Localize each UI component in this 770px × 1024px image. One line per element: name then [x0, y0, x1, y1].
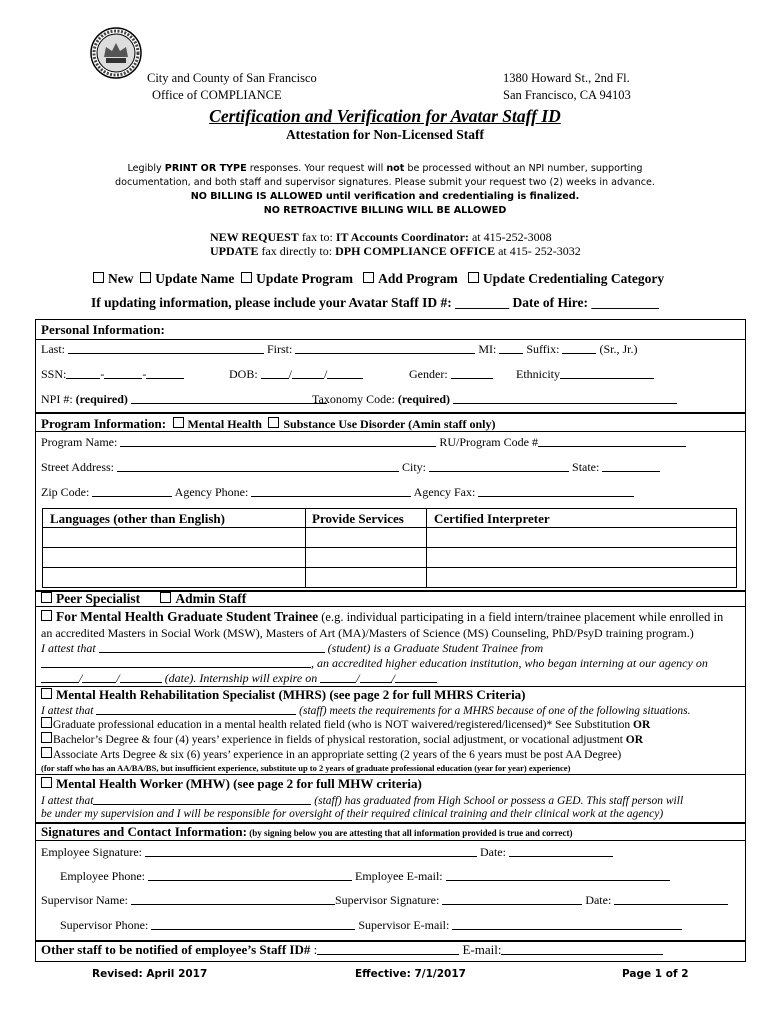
- col-languages: Languages (other than English): [50, 511, 225, 526]
- supervisor-signature-field[interactable]: [442, 893, 582, 905]
- trainee-attest-1: I attest that (student) is a Graduate Student Trainee from: [41, 641, 544, 655]
- footer-revised: Revised: April 2017: [92, 968, 208, 980]
- roles-row: [41, 591, 246, 607]
- request-update-program-checkbox[interactable]: Update Program: [241, 271, 353, 286]
- other-staff-row: Other staff to be notified of employee’s Staff ID# : E-mail:: [41, 942, 663, 958]
- request-update-name-checkbox[interactable]: Update Name: [140, 271, 234, 286]
- last-name-field[interactable]: [68, 342, 264, 354]
- mhrs-opt2-checkbox[interactable]: [41, 734, 53, 746]
- instructions-line-2: documentation, and both staff and supervisor signatures. Please submit your request two (2) weeks in advance.: [115, 177, 655, 188]
- mhrs-opt1-checkbox[interactable]: [41, 719, 53, 731]
- mhrs-checkbox[interactable]: [41, 687, 56, 702]
- employee-email-field[interactable]: [446, 869, 670, 881]
- mhrs-note: (for staff who has an AA/BA/BS, but insufficient experience, substitute up to 2 years of graduate professional education (year for year) experience): [41, 763, 571, 773]
- other-staff-email-field[interactable]: [501, 943, 663, 955]
- program-name-field[interactable]: [120, 435, 436, 447]
- ssn-part2-field[interactable]: [104, 367, 142, 379]
- start-day-field[interactable]: [82, 671, 116, 683]
- mhw-heading: Mental Health Worker (MHW) (see page 2 for full MHW criteria): [41, 776, 422, 792]
- instructions-line-4: NO RETROACTIVE BILLING WILL BE ALLOWED: [263, 205, 507, 216]
- employee-date-field[interactable]: [509, 845, 613, 857]
- mi-field[interactable]: [499, 342, 523, 354]
- expire-year-field[interactable]: [395, 671, 437, 683]
- mhrs-staff-field[interactable]: [96, 703, 296, 715]
- street-row: Street Address: City: State:: [41, 460, 660, 475]
- dob-row: DOB: / /: [229, 367, 363, 382]
- expire-day-field[interactable]: [360, 671, 392, 683]
- supervisor-date-field[interactable]: [614, 893, 728, 905]
- supervisor-name-field[interactable]: [131, 893, 335, 905]
- npi-row: NPI #: (required): [41, 392, 327, 407]
- trainee-attest-3: / / (date). Internship will expire on / /: [41, 671, 437, 686]
- language-cell[interactable]: [43, 528, 304, 546]
- ethnicity-row: Ethnicity: [516, 367, 654, 382]
- org-name: City and County of San Francisco: [147, 71, 317, 85]
- instructions-line-3: NO BILLING IS ALLOWED until verification and credentialing is finalized.: [190, 191, 580, 202]
- mhw-staff-field[interactable]: [93, 793, 311, 805]
- mhrs-option-3: Associate Arts Degree & six (6) years’ experience in an appropriate setting (2 years of the 6 years must be post AA Degree): [41, 747, 621, 761]
- mhw-attest-1: I attest that (staff) has graduated from High School or possess a GED. This staff person will: [41, 795, 684, 807]
- supervisor-phone-field[interactable]: [151, 918, 355, 930]
- footer-page-number: Page 1 of 2: [622, 968, 689, 980]
- personal-info-heading: Personal Information:: [41, 322, 165, 337]
- mhrs-opt3-checkbox[interactable]: [41, 749, 53, 761]
- mental-health-checkbox[interactable]: Mental Health: [173, 417, 262, 431]
- agency-fax-field[interactable]: [478, 485, 634, 497]
- trainee-heading-row: For Mental Health Graduate Student Trainee (e.g. individual participating in a field intern/trainee placement while enrolled in: [41, 609, 723, 625]
- mhrs-heading: Mental Health Rehabilitation Specialist (MHRS) (see page 2 for full MHRS Criteria): [41, 687, 526, 703]
- ssn-part1-field[interactable]: [66, 367, 100, 379]
- zip-field[interactable]: [92, 485, 172, 497]
- zip-row: Zip Code: Agency Phone: Agency Fax:: [41, 485, 634, 500]
- student-name-field[interactable]: [99, 641, 325, 653]
- gender-row: Gender:: [409, 367, 493, 382]
- dob-year-field[interactable]: [327, 367, 363, 379]
- start-year-field[interactable]: [120, 671, 162, 683]
- request-add-program-checkbox[interactable]: Add Program: [363, 271, 458, 286]
- ssn-part3-field[interactable]: [146, 367, 184, 379]
- start-month-field[interactable]: [41, 671, 79, 683]
- suffix-field[interactable]: [562, 342, 596, 354]
- instructions-line-1: Legibly PRINT OR TYPE responses. Your request will not be processed without an NPI number, supporting: [127, 163, 643, 174]
- trainee-attest-2: , an accredited higher education institution, who began interning at our agency on: [41, 656, 708, 671]
- col-certified-interpreter: Certified Interpreter: [434, 511, 550, 526]
- mhrs-attest: I attest that (staff) meets the requirements for a MHRS because of one of the following situations.: [41, 705, 691, 717]
- page-subtitle: Attestation for Non-Licensed Staff: [285, 127, 485, 142]
- page-title: Certification and Verification for Avatar Staff ID: [209, 106, 561, 126]
- dob-month-field[interactable]: [261, 367, 289, 379]
- substance-use-checkbox[interactable]: Substance Use Disorder (Amin staff only): [268, 417, 495, 431]
- peer-specialist-checkbox[interactable]: Peer Specialist: [41, 591, 140, 606]
- trainee-checkbox[interactable]: [41, 610, 56, 624]
- language-cell[interactable]: [43, 548, 304, 566]
- employee-signature-row: Employee Signature: Date:: [41, 845, 613, 860]
- npi-field[interactable]: [131, 392, 327, 404]
- address-line-2: San Francisco, CA 94103: [503, 88, 631, 102]
- supervisor-contact-row: Supervisor Phone: Supervisor E-mail:: [60, 918, 682, 933]
- request-new-checkbox[interactable]: New: [93, 271, 134, 286]
- employee-contact-row: Employee Phone: Employee E-mail:: [60, 869, 670, 884]
- program-info-heading: Program Information: Mental Health Substance Use Disorder (Amin staff only): [41, 416, 496, 431]
- agency-phone-field[interactable]: [251, 485, 411, 497]
- taxonomy-field[interactable]: [453, 392, 677, 404]
- supervisor-email-field[interactable]: [452, 918, 682, 930]
- footer-effective: Effective: 7/1/2017: [355, 968, 466, 980]
- mhw-checkbox[interactable]: [41, 776, 56, 791]
- request-type-row: [93, 271, 664, 287]
- fax-update: UPDATE fax directly to: DPH COMPLIANCE OFFICE at 415- 252-3032: [210, 244, 581, 258]
- street-field[interactable]: [117, 460, 399, 472]
- employee-signature-field[interactable]: [145, 845, 477, 857]
- col-provide-services: Provide Services: [312, 511, 404, 526]
- name-row: Last: First: MI: Suffix: (Sr., Jr.): [41, 342, 638, 356]
- signatures-heading: Signatures and Contact Information: (by signing below you are attesting that all information provided is true and correct): [41, 824, 573, 839]
- ethnicity-field[interactable]: [560, 367, 654, 379]
- mhrs-option-1: Graduate professional education in a mental health related field (who is NOT waivered/registered/licensed)* See Substitution OR: [41, 717, 650, 731]
- ssn-row: SSN: - -: [41, 367, 184, 382]
- first-name-field[interactable]: [295, 342, 475, 354]
- expire-month-field[interactable]: [320, 671, 356, 683]
- request-update-credentialing-checkbox[interactable]: Update Credentialing Category: [468, 271, 664, 286]
- dob-day-field[interactable]: [292, 367, 324, 379]
- mhw-attest-2: be under my supervision and I will be responsible for oversight of their required clinical training and their clinical work at the agency): [41, 808, 664, 820]
- taxonomy-row: Taxonomy Code: (required): [312, 392, 677, 407]
- ru-code-field[interactable]: [538, 435, 686, 447]
- employee-phone-field[interactable]: [148, 869, 352, 881]
- program-name-row: Program Name: RU/Program Code #: [41, 435, 686, 450]
- trainee-desc: an accredited Masters in Social Work (MSW), Masters of Art (MA)/Masters of Science (MS) Counseling, PhD/PsyD training program.): [41, 626, 694, 640]
- language-cell[interactable]: [43, 568, 304, 586]
- address-line-1: 1380 Howard St., 2nd Fl.: [503, 71, 630, 85]
- admin-staff-checkbox[interactable]: Admin Staff: [160, 591, 246, 606]
- city-field[interactable]: [429, 460, 569, 472]
- update-info-line: If updating information, please include your Avatar Staff ID #: ________ Date of Hire: __________: [91, 295, 659, 310]
- city-seal-logo: [90, 27, 142, 79]
- institution-field[interactable]: [41, 656, 311, 668]
- fax-new-request: NEW REQUEST fax to: IT Accounts Coordinator: at 415-252-3008: [210, 230, 552, 244]
- supervisor-row: Supervisor Name: Supervisor Signature: Date:: [41, 893, 728, 908]
- gender-field[interactable]: [451, 367, 493, 379]
- other-staff-name-field[interactable]: [317, 943, 459, 955]
- office-name: Office of COMPLIANCE: [152, 88, 282, 102]
- mhrs-option-2: Bachelor’s Degree & four (4) years’ experience in fields of physical restoration, social adjustment, or vocational adjustment OR: [41, 732, 643, 746]
- state-field[interactable]: [602, 460, 660, 472]
